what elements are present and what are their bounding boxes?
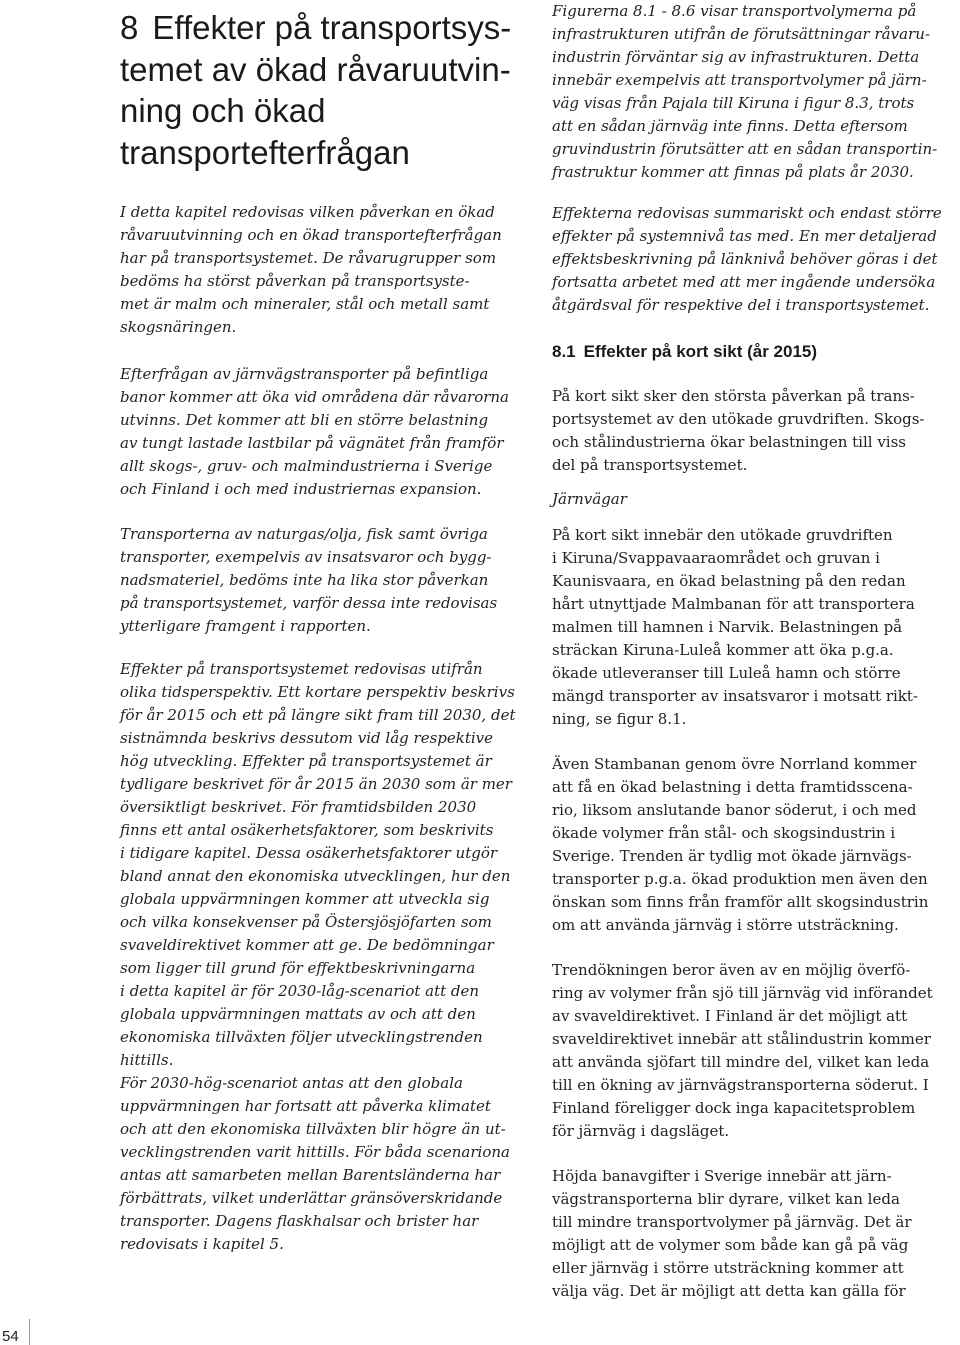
time-perspectives-paragraph: Effekter på transportsystemet redovisas utifrån olika tidsperspektiv. Ett kortare perspektiv beskrivs för år 2015 och ett på längre sikt fram till 2030, det sistnämnda beskrivs dessutom vid låg respektive hög utveckling. Effekter på transportsystemet är tydligare beskrivet för år 2015 än 2030 som är mer översiktligt beskrivet. För framtidsbilden 2030 finns ett antal osäkerhetsfaktorer, som beskrivits i tidigare kapitel. Dessa osäkerhetsfaktorer utgör bland annat den ekonomiska utvecklingen, hur den globala uppvärmningen kommer att utveckla sig och vilka konsekvenser på Östersjösjöfarten som svaveldirektivet kommer att ge. De bedömningar som ligger till grund för effektbeskrivningarna i detta kapitel är för 2030-låg-scenariot att den globala uppvärmningen mattats av och att den ekonomiska tillväxten följer utvecklingstrenden hittills. För 2030-hög-scenariot antas att den globala uppvärmningen har fortsatt att påverka klimatet och att den ekonomiska tillväxten blir högre än ut- vecklingstrenden varit hittills. För båda scenariona antas att samarbeten mellan Barentsländerna har förbättrats, vilket underlättar gränsöverskridande transporter. Dagens flaskhalsar och brister har redovisats i kapitel 5. [120, 660, 516, 1253]
other-transports-paragraph: Transporterna av naturgas/olja, fisk samt övriga transporter, exempelvis av insatsvaror och bygg- nadsmateriel, bedöms inte ha lika stor påverkan på transportsystemet, varför dessa inte redovisas ytterligare framgent i rapporten. [120, 525, 498, 635]
section-intro-paragraph: På kort sikt sker den största påverkan på trans- portsystemet av den utökade gruvdriften. Skogs- och stålindustrierna ökar belastningen till viss del på transportsystemet. [552, 387, 925, 474]
chapter-number: 8 [120, 9, 139, 46]
railways-paragraph-1: På kort sikt innebär den utökade gruvdriften i Kiruna/Svappavaaraområdet och gruvan i Kaunisvaara, en ökad belastning på den redan hårt utnyttjade Malmbanan för att transportera malmen till hamnen i Narvik. Belastningen på sträckan Kiruna-Luleå kommer att öka p.g.a. ökade utleveranser till Luleå hamn och större mängd transporter av insatsvaror i motsatt rikt- ning, se figur 8.1. [552, 526, 918, 728]
chapter-title: Effekter på transportsys- temet av ökad råvaruutvin- ning och ökad transportefterfrågan [120, 9, 512, 171]
intro-paragraph: I detta kapitel redovisas vilken påverkan en ökad råvaruutvinning och en ökad transportefterfrågan har på transportsystemet. De råvarugrupper som bedöms ha störst påverkan på transportsyste- met är malm och mineraler, stål och metall samt skogsnäringen. [120, 203, 502, 336]
section-number: 8.1 [552, 342, 576, 361]
figures-note-paragraph: Figurerna 8.1 - 8.6 visar transportvolymerna på infrastrukturen utifrån de förutsättningar råvaru- industrin förväntar sig av infrastrukturen. Detta innebär exempelvis att transportvolymer på järn- väg visas från Pajala till Kiruna i figur 8.3, trots att en sådan järnväg inte finns. Detta eftersom gruvindustrin förutsätter att en sådan transportin- frastruktur kommer att finnas på plats år 2030. [552, 2, 938, 181]
chapter-heading [120, 7, 550, 173]
section-title: Effekter på kort sikt (år 2015) [583, 342, 818, 361]
railways-subheading: Järnvägar [552, 490, 627, 508]
demand-paragraph: Efterfrågan av järnvägstransporter på befintliga banor kommer att öka vid områdena där råvarorna utvinns. Det kommer att bli en större belastning av tungt lastade lastbilar på vägnätet från framför allt skogs-, gruv- och malmindustrierna i Sverige och Finland i och med industriernas expansion. [120, 365, 510, 498]
railways-paragraph-4: Höjda banavgifter i Sverige innebär att järn- vägstransporterna blir dyrare, vilket kan leda till mindre transportvolymer på järnväg. Det är möjligt att de volymer som både kan gå på väg eller järnväg i större utsträckning kommer att välja väg. Det är möjligt att detta kan gälla för [552, 1167, 912, 1300]
railways-paragraph-2: Även Stambanan genom övre Norrland kommer att få en ökad belastning i detta framtidsscena- rio, liksom anslutande banor söderut, i och med ökade volymer från stål- och skogsindustrin i Sverige. Trenden är tydlig mot ökade järnvägs- transporter p.g.a. ökad produktion men även den önskan som finns från framför allt skogsindustrin om att använda järnväg i större utsträckning. [552, 755, 929, 934]
page-number: 54 [2, 1328, 19, 1345]
section-heading-8-1 [552, 340, 957, 364]
railways-paragraph-3: Trendökningen beror även av en möjlig överfö- ring av volymer från sjö till järnväg vid införandet av svaveldirektivet. I Finland är det möjligt att svaveldirektivet innebär att stålindustrin kommer att använda sjöfart till mindre del, vilket kan leda till en ökning av järnvägstransporterna söderut. I Finland föreligger dock inga kapacitetsproblem för järnväg i dagsläget. [552, 961, 933, 1140]
page-number-divider [29, 1319, 30, 1345]
summary-note-paragraph: Effekterna redovisas summariskt och endast större effekter på systemnivå tas med. En mer detaljerad effektsbeskrivning på länknivå behöver göras i det fortsatta arbetet med att mer ingående undersöka åtgärdsval för respektive del i transportsystemet. [552, 204, 942, 314]
